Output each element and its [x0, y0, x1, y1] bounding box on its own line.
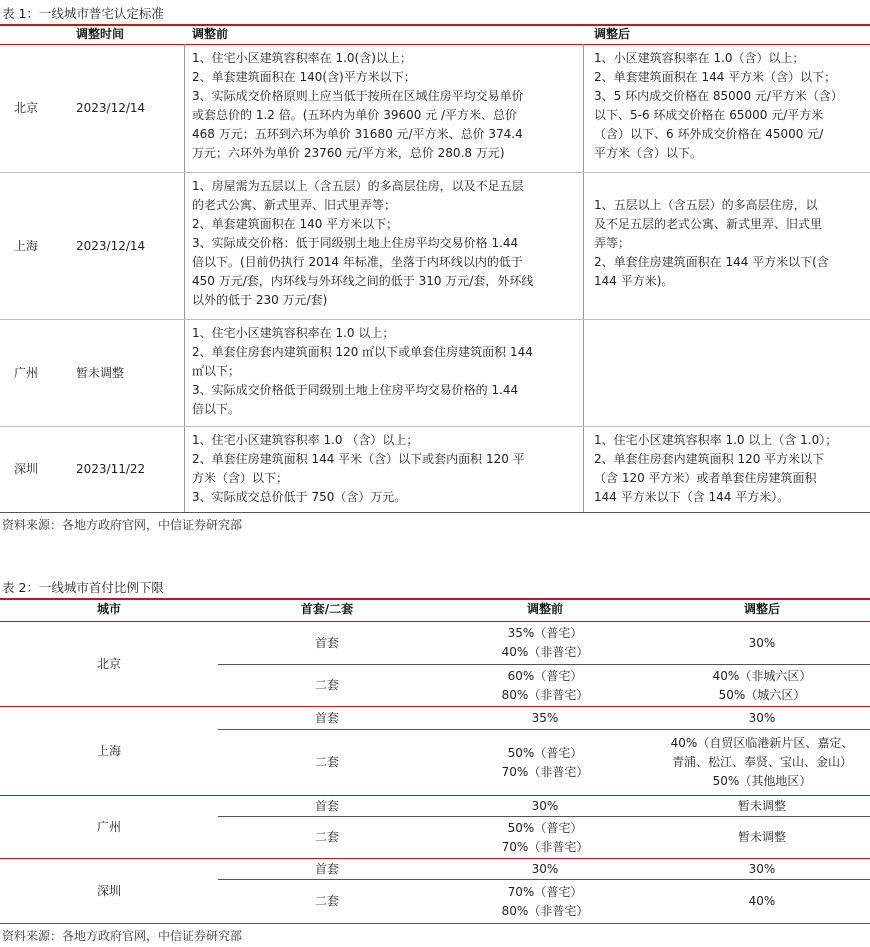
after-line: 以下、5-6 环成交价格在 65000 元/平方米 [594, 108, 824, 122]
before-line: 1、房屋需为五层以上（含五层）的多高层住房，以及不足五层 [192, 179, 524, 193]
table1-header-date: 调整时间 [76, 27, 125, 41]
table1-after-cell [594, 196, 829, 291]
table1-row-rule [0, 319, 870, 320]
table1-before-cell [192, 49, 524, 163]
before-line: 万元；六环外为单价 23760 元/平方米，总价 280.8 万元) [192, 146, 505, 160]
table2-caption: 表 2：一线城市首付比例下限 [2, 580, 164, 595]
before-line: 1、住宅小区建筑容积率 1.0 （含）以上； [192, 433, 419, 447]
before-line: 1、住宅小区建筑容积率在 1.0(含)以上； [192, 51, 412, 65]
table1-city: 北京 [14, 101, 39, 115]
table2-city: 广州 [96, 819, 121, 834]
before-line: 468 万元；五环到六环为单价 31680 元/平方米、总价 374.4 [192, 127, 523, 141]
after-line: 2、单套建筑面积在 144 平方米（含）以下； [594, 70, 837, 84]
table2-type: 二套 [314, 830, 339, 844]
after-line: 3、5 环内成交价格在 85000 元/平方米（含） [594, 89, 843, 103]
table2-type: 二套 [314, 678, 339, 692]
after-line: 50%（其他地区） [712, 774, 812, 788]
table2-source: 资料来源：各地方政府官网，中信证券研究部 [2, 929, 243, 943]
table1-after-cell [594, 431, 837, 507]
table1-city: 上海 [14, 238, 39, 253]
after-line: 1、住宅小区建筑容积率 1.0 以上（含 1.0）； [594, 433, 838, 447]
table1-col-divider [583, 44, 584, 512]
after-line: 平方米（含）以下。 [594, 146, 703, 160]
after-line: 144 平方米以下（含 144 平方米）。 [594, 490, 790, 504]
before-line: 或套总价的 1.2 倍。(五环内为单价 39600 元 /平方米、总价 [192, 108, 518, 122]
before-line: 2、单套住房建筑面积 144 平米（含）以下或套内面积 120 平 [192, 452, 525, 466]
after-line: 1、小区建筑容积率在 1.0（含）以上； [594, 51, 805, 65]
table1-before-cell [192, 431, 525, 507]
table2-before [436, 817, 654, 858]
table2-after: 暂未调整 [737, 798, 786, 813]
table1-caption: 表 1：一线城市普宅认定标准 [2, 6, 164, 21]
table1-after-cell [594, 49, 843, 163]
before-line: 3、实际成交价格原则上应当低于按所在区域住房平均交易单价 [192, 89, 524, 103]
before-line: 倍以下。(目前仍执行 2014 年标准，坐落于内环线以内的低于 [192, 255, 523, 269]
table2-before [436, 730, 654, 795]
table2-before: 35% [531, 710, 559, 725]
before-line: 3、实际成交价格：低于同级别土地上住房平均交易价格 1.44 [192, 236, 519, 250]
after-line: 弄等； [594, 236, 631, 250]
table2-city: 上海 [96, 743, 121, 758]
table2-before: 30% [531, 798, 559, 813]
after-line: （含 120 平方米）或者单套住房建筑面积 [594, 471, 817, 485]
before-line: 2、单套建筑面积在 140(含)平方米以下； [192, 70, 416, 84]
before-line: 70%（普宅） [507, 884, 583, 899]
before-line: 450 万元/套，内环线与外环线之间的低于 310 万元/套，外环线 [192, 274, 534, 288]
table1-before-cell [192, 177, 533, 310]
table2-header-after: 调整后 [743, 602, 780, 616]
before-line: 50%（普宅） [507, 820, 583, 835]
table1-header-before: 调整前 [192, 27, 229, 41]
table2-after [654, 730, 870, 795]
after-line: 1、五层以上（含五层）的多高层住房，以 [594, 198, 818, 212]
table2-after: 30% [748, 861, 776, 876]
table2-header-city: 城市 [96, 602, 121, 616]
table2-before [436, 880, 654, 923]
table2-after: 30% [748, 635, 776, 650]
table2-city: 北京 [96, 656, 121, 671]
table1-header-after: 调整后 [594, 27, 631, 41]
before-line: 40%（非普宅） [501, 645, 589, 659]
before-line: 1、住宅小区建筑容积率在 1.0 以上； [192, 326, 395, 340]
table2-type: 首套 [314, 798, 339, 813]
after-line: 40%（非城六区） [712, 668, 812, 683]
before-line: 倍以下。 [192, 402, 241, 416]
before-line: 方米（含）以下； [192, 471, 289, 485]
table1-date: 2023/12/14 [76, 101, 146, 115]
table1-col-divider [184, 44, 185, 512]
table2-type: 首套 [314, 635, 339, 650]
after-line: 及不足五层的老式公寓、新式里弄、旧式里 [594, 217, 823, 231]
table1-before-cell [192, 324, 533, 419]
before-line: 3、实际成交价格低于同级别土地上住房平均交易价格的 1.44 [192, 383, 519, 397]
before-line: 3、实际成交总价低于 750（含）万元。 [192, 490, 407, 504]
table2-before: 30% [531, 861, 559, 876]
table2-before [436, 622, 654, 664]
table1-city: 广州 [14, 365, 39, 380]
after-line: 40%（自贸区临港新片区、嘉定、 [670, 736, 854, 750]
table2-type: 首套 [314, 861, 339, 876]
table2-after [654, 665, 870, 706]
before-line: 2、单套住房套内建筑面积 120 ㎡以下或单套住房建筑面积 144 [192, 345, 533, 359]
after-line: 2、单套住房建筑面积在 144 平方米以下(含 [594, 255, 829, 269]
table2-after: 暂未调整 [737, 830, 786, 844]
before-line: 50%（普宅） [507, 745, 583, 760]
after-line: 青浦、松江、奉贤、宝山、金山） [671, 755, 852, 769]
table1-date: 2023/12/14 [76, 238, 146, 253]
table1-date: 2023/11/22 [76, 462, 146, 476]
table1-source: 资料来源：各地方政府官网，中信证券研究部 [2, 518, 243, 532]
table2-city: 深圳 [96, 883, 121, 898]
table2-bottom-rule [0, 923, 870, 924]
before-line: 35%（普宅） [507, 626, 583, 640]
table1-bottom-rule [0, 512, 870, 513]
table2-type: 首套 [314, 710, 339, 725]
after-line: 144 平方米)。 [594, 274, 674, 288]
table1-date: 暂未调整 [76, 365, 125, 380]
table2-header-type: 首套/二套 [300, 602, 354, 616]
before-line: 的老式公寓、新式里弄、旧式里弄等； [192, 198, 397, 212]
table2-type: 二套 [314, 894, 339, 908]
table2-before [436, 665, 654, 706]
before-line: 80%（非普宅） [501, 903, 589, 918]
before-line: 70%（非普宅） [501, 764, 589, 779]
table2-after: 30% [748, 710, 776, 725]
before-line: 60%（普宅） [507, 668, 583, 683]
table1-city: 深圳 [14, 462, 39, 476]
after-line: 2、单套住房套内建筑面积 120 平方米以下 [594, 452, 825, 466]
before-line: 70%（非普宅） [501, 839, 589, 854]
table2-after: 40% [748, 894, 776, 908]
before-line: 2、单套建筑面积在 140 平方米以下； [192, 217, 399, 231]
before-line: 80%（非普宅） [501, 687, 589, 702]
table1-top-rule [0, 24, 870, 26]
before-line: 以外的低于 230 万元/套) [192, 293, 328, 307]
after-line: （含）以下、6 环外成交价格在 45000 元/ [594, 127, 824, 141]
after-line: 50%（城六区） [718, 687, 806, 702]
table2-header-before: 调整前 [526, 602, 563, 616]
before-line: ㎡以下； [192, 364, 241, 378]
table2-type: 二套 [314, 755, 339, 769]
